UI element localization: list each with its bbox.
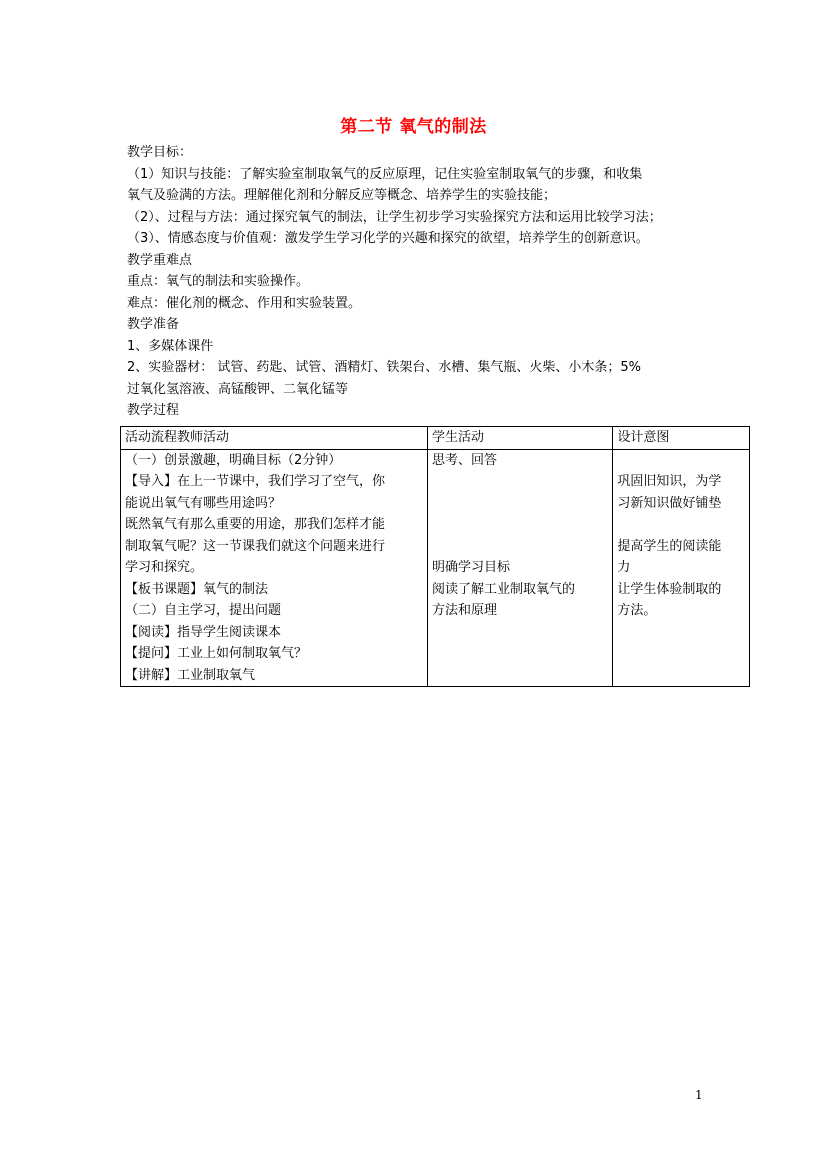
- cell-line: 既然氧气有那么重要的用途，那我们怎样才能: [125, 517, 386, 532]
- text-line: 教学目标：: [127, 145, 193, 160]
- text-line: 教学过程: [127, 403, 180, 418]
- page-number: 1: [695, 1088, 703, 1102]
- text-line: 难点：催化剂的概念、作用和实验装置。: [127, 295, 362, 311]
- cell-line: 制取氧气呢？这一节课我们就这个问题来进行: [125, 538, 386, 554]
- cell-line: 能说出氧气有哪些用途吗？: [125, 495, 282, 511]
- cell-line: 阅读了解工业制取氧气的: [431, 581, 575, 597]
- text-line: 2、实验器材： 试管、药匙、试管、酒精灯、铁架台、水槽、集气瓶、火柴、小木条；5%: [127, 360, 642, 375]
- page-title: 第二节 氧气的制法: [340, 117, 487, 137]
- text-line: （3）、情感态度与价值观：激发学生学习化学的兴趣和探究的欲望，培养学生的创新意识。: [127, 231, 649, 246]
- teacher-activity-cell: [121, 449, 428, 687]
- cell-line: 【阅读】指导学生阅读课本: [125, 624, 282, 640]
- design-intent-cell: [613, 449, 750, 687]
- lesson-plan-text: [127, 142, 712, 422]
- cell-line: 【板书课题】氧气的制法: [125, 581, 269, 597]
- text-line: 重点：氧气的制法和实验操作。: [127, 274, 310, 289]
- cell-line: 思考、回答: [431, 452, 497, 468]
- text-line: 过氧化氢溶液、高锰酸钾、二氧化锰等: [127, 381, 349, 397]
- text-line: 氧气及验满的方法。理解催化剂和分解反应等概念、培养学生的实验技能；: [127, 188, 557, 203]
- cell-line: 习新知识做好铺垫: [617, 495, 722, 511]
- cell-line: 提高学生的阅读能: [617, 538, 722, 554]
- cell-line: 巩固旧知识，为学: [617, 474, 722, 489]
- cell-line: 【提问】工业上如何制取氧气？: [125, 646, 308, 661]
- cell-line: 方法。: [617, 603, 657, 618]
- cell-line: [432, 514, 608, 536]
- cell-line: [617, 450, 745, 472]
- cell-line: 【导入】在上一节课中，我们学习了空气，你: [125, 474, 386, 489]
- header-teacher-activity: 活动流程教师活动: [121, 427, 428, 450]
- text-line: 教学重难点: [127, 252, 193, 268]
- cell-line: 方法和原理: [431, 603, 497, 618]
- cell-line: [432, 471, 608, 493]
- text-line: （1）知识与技能：了解实验室制取氧气的反应原理，记住实验室制取氧气的步骤，和收集: [127, 166, 643, 182]
- cell-line: （一）创景激趣，明确目标（2分钟）: [125, 452, 342, 468]
- text-line: （2）、过程与方法：通过探究氧气的制法，让学生初步学习实验探究方法和运用比较学习法；: [127, 209, 662, 225]
- cell-line: 学习和探究。: [125, 560, 204, 575]
- cell-line: （二）自主学习，提出问题: [125, 603, 282, 618]
- cell-line: 力: [617, 560, 631, 575]
- student-activity-cell: [427, 449, 612, 687]
- teaching-process-table: [120, 426, 750, 687]
- text-line: 1、多媒体课件: [127, 338, 214, 354]
- cell-line: [432, 493, 608, 515]
- cell-line: 【讲解】工业制取氧气: [125, 667, 256, 683]
- cell-line: 让学生体验制取的: [617, 581, 722, 597]
- table-header-row: [121, 427, 750, 450]
- header-design-intent: 设计意图: [613, 427, 750, 450]
- table-row: [121, 449, 750, 687]
- cell-line: 明确学习目标: [431, 560, 510, 575]
- text-line: 教学准备: [127, 317, 180, 332]
- cell-line: [432, 536, 608, 558]
- header-student-activity: 学生活动: [427, 427, 612, 450]
- cell-line: [617, 514, 745, 536]
